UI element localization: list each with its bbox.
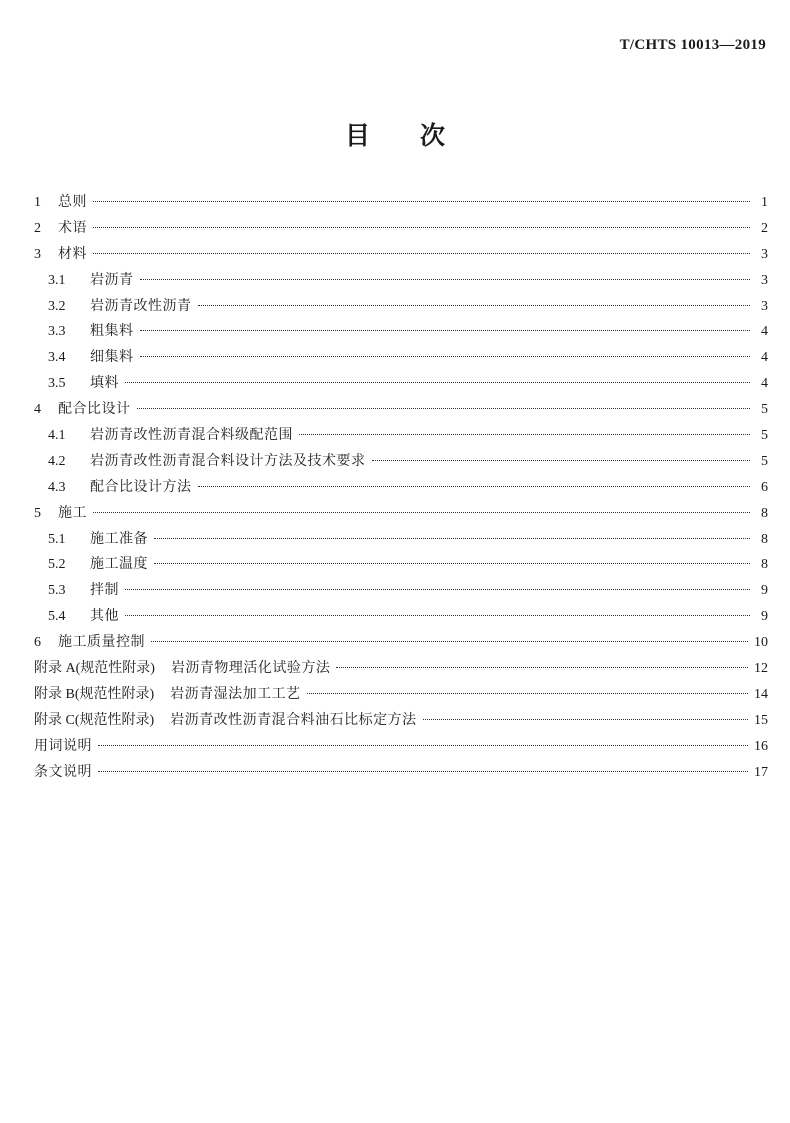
dot-leader <box>372 460 751 461</box>
dot-leader <box>307 693 748 694</box>
toc-entry-page-number: 5 <box>761 453 768 469</box>
toc-entry-label: 填料 <box>90 375 119 392</box>
toc-entry-page-number: 5 <box>761 402 768 418</box>
toc-entry[interactable] <box>34 501 768 527</box>
toc-entry[interactable] <box>34 475 768 501</box>
toc-entry-label: 岩沥青物理活化试验方法 <box>170 660 331 677</box>
toc-entry-label: 岩沥青改性沥青混合料油石比标定方法 <box>170 711 417 728</box>
toc-entry[interactable] <box>34 527 768 553</box>
toc-entry-label: 用词说明 <box>34 737 92 754</box>
toc-entry[interactable] <box>34 423 768 449</box>
dot-leader <box>154 563 750 564</box>
toc-entry-label: 条文说明 <box>34 763 92 780</box>
toc-entry-label: 岩沥青改性沥青混合料设计方法及技术要求 <box>90 452 366 469</box>
toc-entry[interactable] <box>34 708 768 734</box>
toc-entry-number: 5 <box>34 505 41 521</box>
toc-entry-number: 5.3 <box>48 583 66 599</box>
toc-entry-number: 4 <box>34 402 41 418</box>
toc-entry-page-number: 15 <box>754 712 768 728</box>
toc-entry-page-number: 5 <box>761 428 768 444</box>
toc-entry[interactable] <box>34 371 768 397</box>
dot-leader <box>93 253 750 254</box>
toc-entry-number: 1 <box>34 195 41 210</box>
toc-entry-number: 6 <box>34 635 41 651</box>
toc-entry-number: 附录 A(规范性附录) <box>34 661 155 677</box>
toc-entry-page-number: 14 <box>754 686 768 702</box>
toc-entry-label: 岩沥青湿法加工工艺 <box>170 685 301 702</box>
table-of-contents <box>34 190 768 785</box>
toc-entry[interactable] <box>34 552 768 578</box>
toc-entry[interactable] <box>34 294 768 320</box>
toc-entry-page-number: 3 <box>761 246 768 262</box>
toc-entry[interactable] <box>34 242 768 268</box>
toc-entry-label: 术语 <box>58 219 87 236</box>
toc-entry-page-number: 9 <box>761 583 768 599</box>
dot-leader <box>125 615 750 616</box>
dot-leader <box>198 305 751 306</box>
toc-entry-label: 材料 <box>58 245 87 262</box>
toc-entry-page-number: 12 <box>754 661 768 677</box>
toc-entry-label: 配合比设计方法 <box>90 478 192 495</box>
toc-entry[interactable] <box>34 682 768 708</box>
dot-leader <box>423 719 748 720</box>
toc-entry-label: 其他 <box>90 608 119 625</box>
toc-entry-label: 配合比设计 <box>58 401 131 418</box>
toc-entry[interactable] <box>34 604 768 630</box>
toc-entry-label: 细集料 <box>90 349 134 366</box>
toc-entry-label: 施工温度 <box>90 556 148 573</box>
dot-leader <box>98 745 748 746</box>
title-char-2: 次 <box>420 121 446 150</box>
toc-entry-page-number: 16 <box>754 738 768 754</box>
toc-entry[interactable] <box>34 578 768 604</box>
toc-entry-page-number: 10 <box>754 635 768 651</box>
toc-entry-number: 5.4 <box>48 609 66 625</box>
dot-leader <box>93 512 750 513</box>
toc-entry-page-number: 2 <box>761 220 768 236</box>
dot-leader <box>140 279 751 280</box>
toc-entry-page-number: 4 <box>761 376 768 392</box>
toc-entry[interactable] <box>34 268 768 294</box>
toc-entry[interactable] <box>34 319 768 345</box>
standard-code: T/CHTS 10013—2019 <box>619 37 766 53</box>
toc-entry[interactable] <box>34 190 768 216</box>
toc-entry-number: 5.1 <box>48 531 66 547</box>
toc-entry[interactable] <box>34 216 768 242</box>
toc-entry-label: 岩沥青 <box>90 271 134 288</box>
toc-entry[interactable] <box>34 734 768 760</box>
toc-entry-page-number: 6 <box>761 479 768 495</box>
dot-leader <box>140 356 751 357</box>
page-title <box>0 116 790 152</box>
toc-entry-number: 4.2 <box>48 453 66 469</box>
toc-entry-number: 3.3 <box>48 324 66 340</box>
toc-entry-label: 施工质量控制 <box>58 634 145 651</box>
toc-entry-number: 3.2 <box>48 298 66 314</box>
dot-leader <box>137 408 751 409</box>
toc-entry-page-number: 3 <box>761 272 768 288</box>
toc-entry-number: 3 <box>34 246 41 262</box>
dot-leader <box>125 589 750 590</box>
toc-entry-page-number: 4 <box>761 324 768 340</box>
toc-entry-page-number: 1 <box>761 195 768 210</box>
toc-entry-number: 4.3 <box>48 479 66 495</box>
toc-entry-page-number: 8 <box>761 505 768 521</box>
toc-entry-label: 岩沥青改性沥青 <box>90 297 192 314</box>
toc-entry-label: 粗集料 <box>90 323 134 340</box>
dot-leader <box>93 227 750 228</box>
toc-entry-label: 施工 <box>58 504 87 521</box>
toc-entry[interactable] <box>34 656 768 682</box>
dot-leader <box>336 667 748 668</box>
toc-entry[interactable] <box>34 345 768 371</box>
dot-leader <box>198 486 751 487</box>
dot-leader <box>154 538 750 539</box>
toc-entry-page-number: 8 <box>761 557 768 573</box>
toc-entry[interactable] <box>34 397 768 423</box>
dot-leader <box>140 330 751 331</box>
dot-leader <box>98 771 748 772</box>
toc-entry-number: 附录 B(规范性附录) <box>34 686 155 702</box>
dot-leader <box>299 434 750 435</box>
dot-leader <box>93 201 750 202</box>
toc-entry-number: 4.1 <box>48 428 66 444</box>
toc-entry-number: 3.1 <box>48 272 66 288</box>
toc-entry-number: 附录 C(规范性附录) <box>34 712 155 728</box>
toc-entry-number: 3.4 <box>48 350 66 366</box>
toc-entry-number: 3.5 <box>48 376 66 392</box>
toc-entry-number: 5.2 <box>48 557 66 573</box>
toc-entry[interactable] <box>34 449 768 475</box>
toc-entry[interactable] <box>34 630 768 656</box>
toc-entry-page-number: 3 <box>761 298 768 314</box>
toc-entry-page-number: 8 <box>761 531 768 547</box>
toc-entry-number: 2 <box>34 220 41 236</box>
dot-leader <box>125 382 750 383</box>
title-char-1: 目 <box>344 121 370 150</box>
toc-entry-page-number: 17 <box>754 764 768 780</box>
dot-leader <box>151 641 748 642</box>
toc-entry-page-number: 9 <box>761 609 768 625</box>
toc-entry[interactable] <box>34 760 768 786</box>
toc-entry-label: 总则 <box>58 194 87 210</box>
toc-entry-label: 岩沥青改性沥青混合料级配范围 <box>90 427 293 444</box>
toc-entry-label: 施工准备 <box>90 530 148 547</box>
toc-entry-label: 拌制 <box>90 582 119 599</box>
toc-entry-page-number: 4 <box>761 350 768 366</box>
